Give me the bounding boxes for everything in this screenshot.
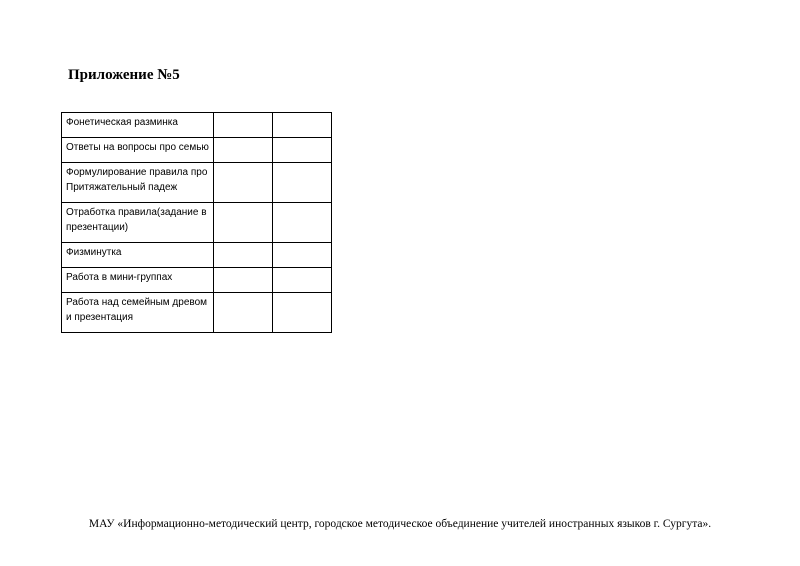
- activity-cell: Физминутка: [62, 243, 214, 268]
- table-row: [62, 138, 332, 163]
- activity-cell: Ответы на вопросы про семью: [62, 138, 214, 163]
- empty-cell: [273, 113, 332, 138]
- activity-cell: Формулирование правила про Притяжательный падеж: [62, 163, 214, 203]
- page-title: Приложение №5: [68, 67, 180, 83]
- empty-cell: [273, 268, 332, 293]
- table-row: [62, 268, 332, 293]
- table-row: [62, 203, 332, 243]
- table-row: [62, 113, 332, 138]
- activity-cell: Отработка правила(задание в презентации): [62, 203, 214, 243]
- table-row: [62, 293, 332, 333]
- empty-cell: [214, 268, 273, 293]
- empty-cell: [214, 243, 273, 268]
- table-row: [62, 243, 332, 268]
- empty-cell: [214, 203, 273, 243]
- empty-cell: [273, 243, 332, 268]
- empty-cell: [214, 113, 273, 138]
- empty-cell: [273, 163, 332, 203]
- activity-cell: Работа над семейным древом и презентация: [62, 293, 214, 333]
- empty-cell: [214, 293, 273, 333]
- activity-cell: Фонетическая разминка: [62, 113, 214, 138]
- activity-cell: Работа в мини-группах: [62, 268, 214, 293]
- page-footer: МАУ «Информационно-методический центр, городское методическое объединение учителей иностранных языков г. Сургута».: [88, 518, 712, 530]
- empty-cell: [273, 293, 332, 333]
- empty-cell: [273, 203, 332, 243]
- lesson-stages-table: [61, 112, 332, 333]
- table-row: [62, 163, 332, 203]
- empty-cell: [214, 163, 273, 203]
- empty-cell: [273, 138, 332, 163]
- empty-cell: [214, 138, 273, 163]
